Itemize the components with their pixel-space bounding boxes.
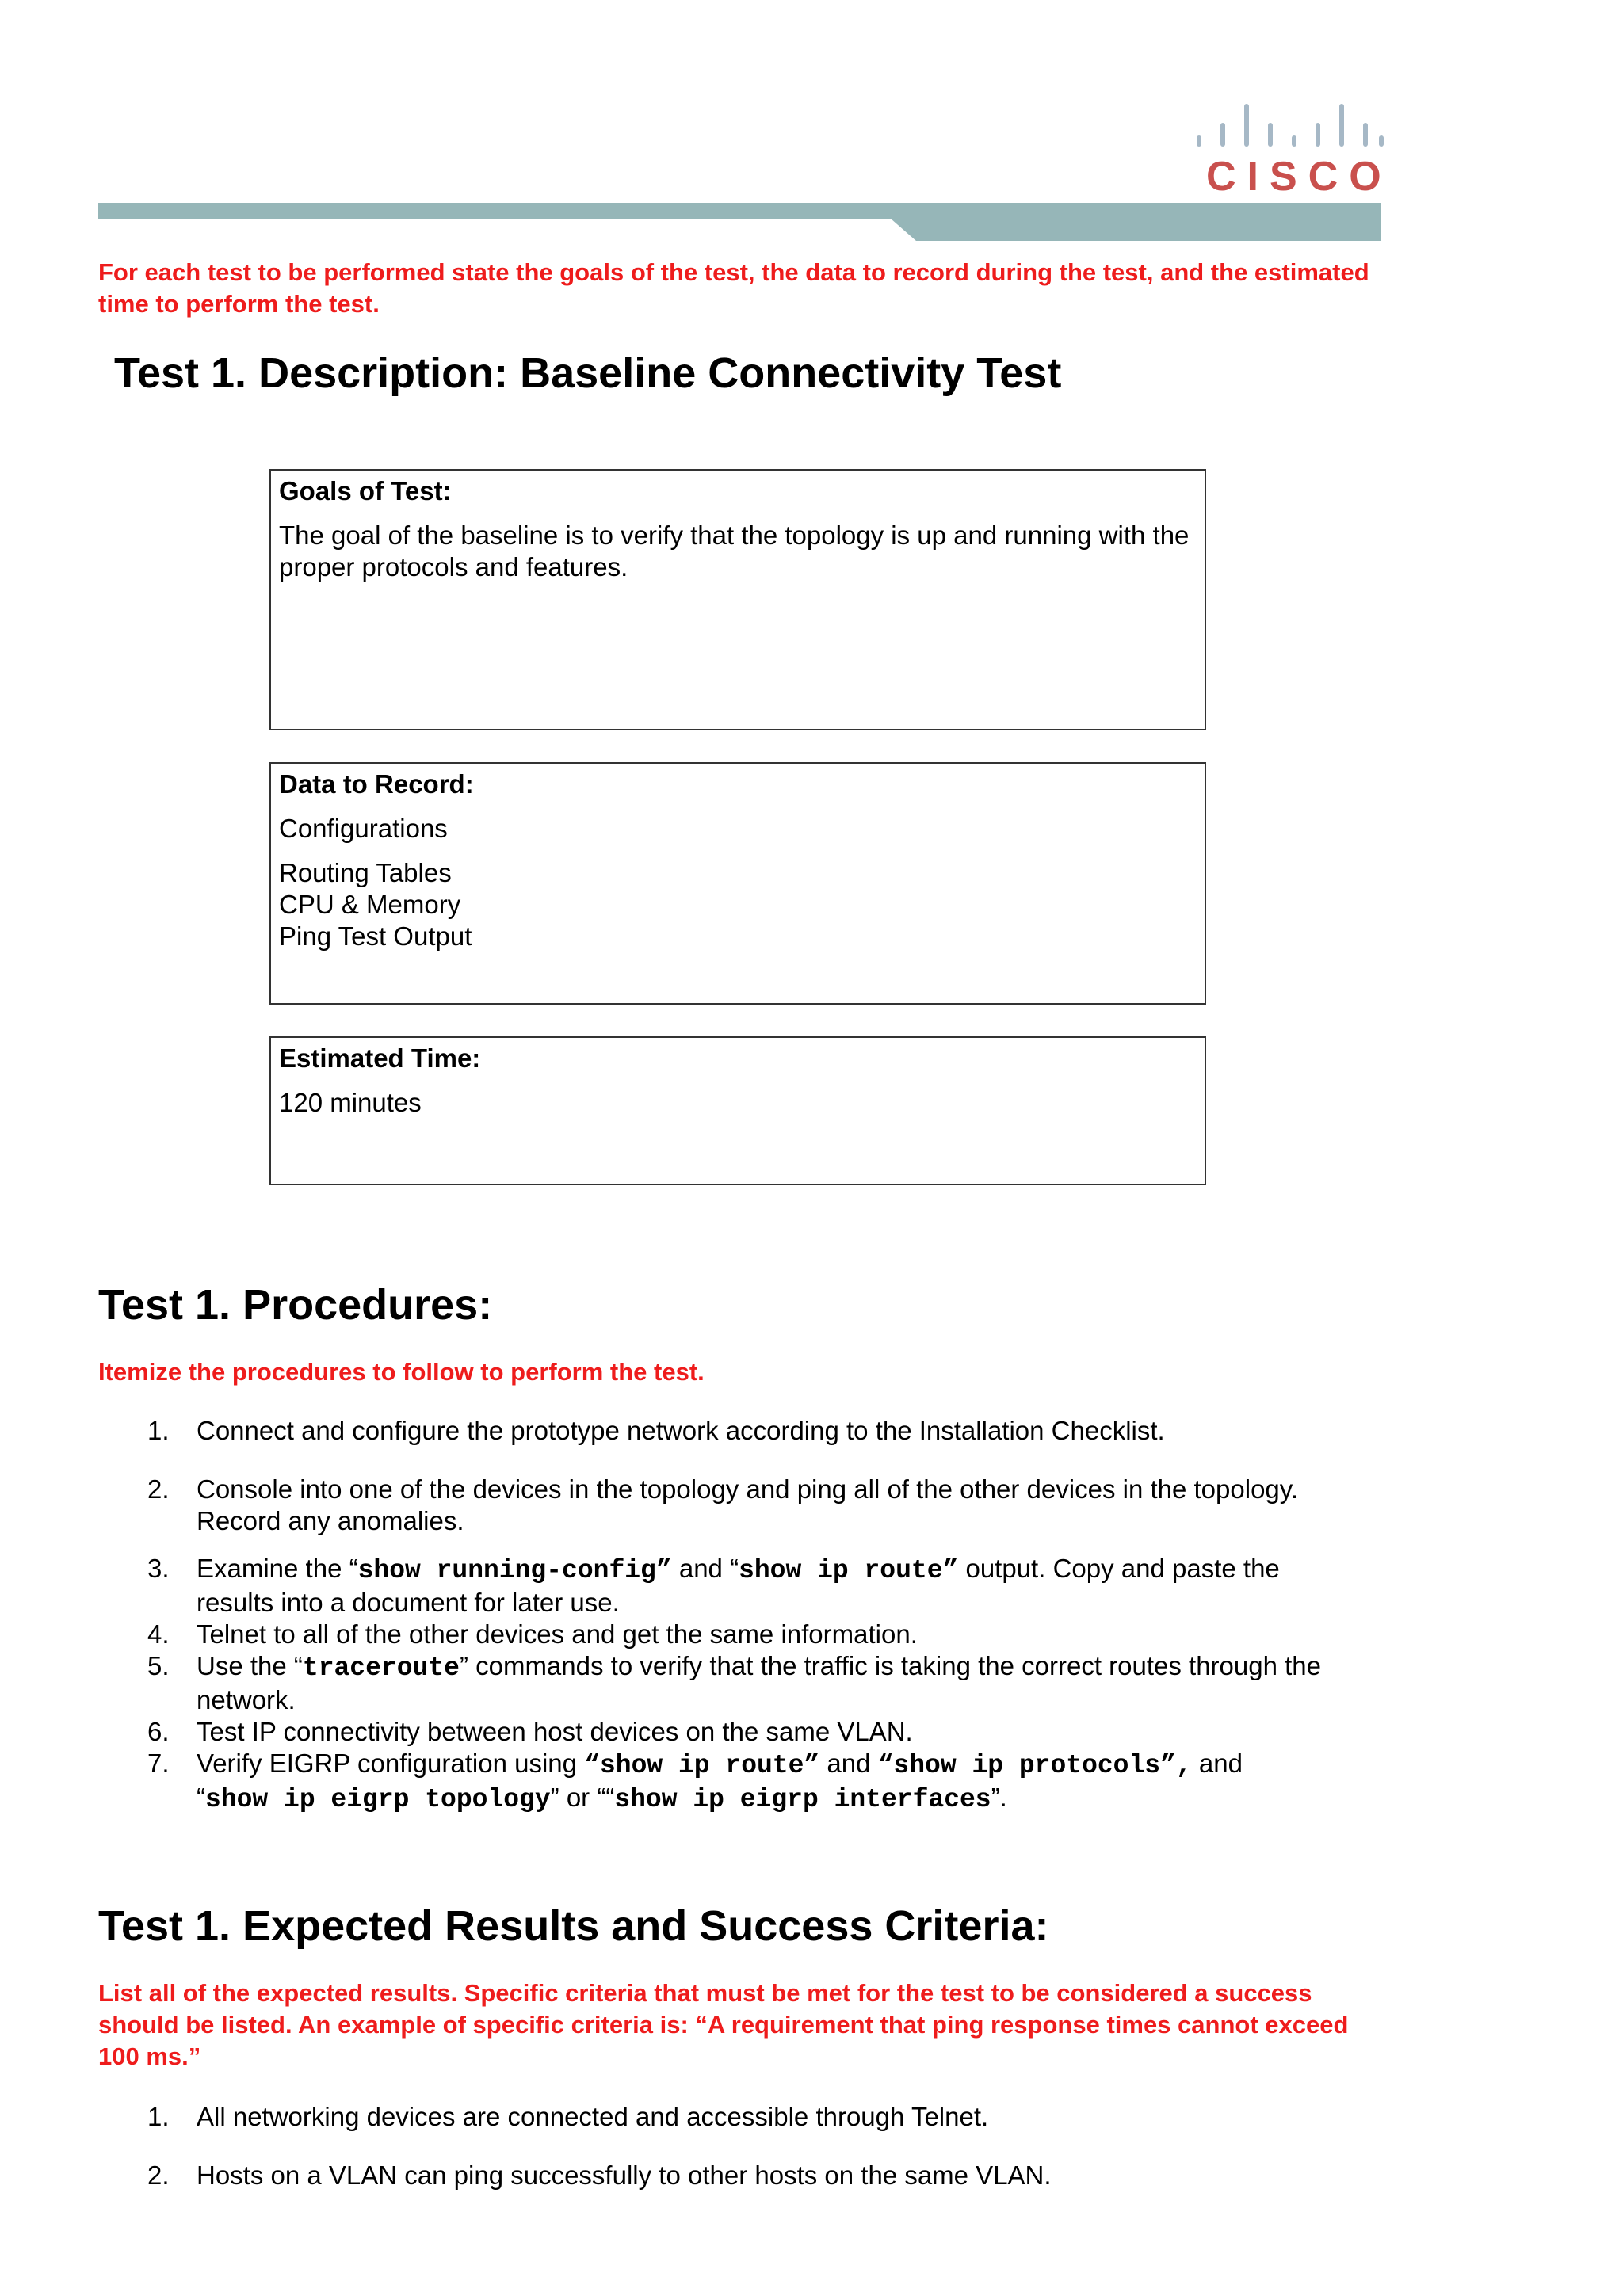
step-text: ” commands to verify that the traffic is taking the correct routes through the	[459, 1651, 1322, 1680]
procedure-step	[0, 1748, 1385, 1816]
step-number: 3.	[147, 1554, 170, 1583]
result-number: 1.	[147, 2102, 170, 2131]
step-text: Console into one of the devices in the topology and ping all of the other devices in the topology.	[197, 1474, 1298, 1504]
expected-results-list	[0, 2101, 1385, 2191]
result-item	[0, 2160, 1385, 2191]
command-text: show running-config”	[357, 1556, 672, 1585]
step-text: Use the “	[197, 1651, 303, 1680]
intro-note: For each test to be performed state the goals of the test, the data to record during the test, and the estimated time to perform the test.	[98, 258, 1369, 318]
step-text: and	[1191, 1749, 1243, 1778]
step-text: and	[819, 1749, 878, 1778]
step-number: 6.	[147, 1717, 170, 1746]
result-item	[0, 2101, 1385, 2133]
step-number: 4.	[147, 1619, 170, 1649]
step-number: 2.	[147, 1474, 170, 1504]
procedure-step	[0, 1650, 1385, 1716]
header-band	[98, 203, 1381, 241]
procedure-list	[0, 1415, 1385, 1816]
section-title-expected-results: Test 1. Expected Results and Success Criteria:	[98, 1902, 1049, 1950]
goals-heading: Goals of Test:	[279, 476, 452, 505]
procedure-step	[0, 1716, 1385, 1748]
step-number: 7.	[147, 1749, 170, 1778]
step-text: Examine the “	[197, 1554, 358, 1583]
step-text: Verify EIGRP configuration using	[197, 1749, 585, 1778]
step-text: and “	[671, 1554, 739, 1583]
step-text: Telnet to all of the other devices and get the same information.	[197, 1619, 918, 1649]
estimated-time-heading: Estimated Time:	[279, 1043, 481, 1073]
estimated-time-box	[269, 1036, 1206, 1185]
command-text: “show ip protocols”,	[877, 1751, 1192, 1780]
result-text: All networking devices are connected and accessible through Telnet.	[197, 2102, 989, 2131]
procedure-step	[0, 1553, 1385, 1619]
step-text: ”.	[991, 1783, 1007, 1812]
estimated-time-value: 120 minutes	[279, 1088, 422, 1117]
command-text: “show ip route”	[584, 1751, 820, 1780]
step-text: Record any anomalies.	[197, 1506, 464, 1535]
data-to-record-box	[269, 762, 1206, 1005]
procedures-note: Itemize the procedures to follow to perform the test.	[98, 1358, 705, 1386]
command-text: show ip eigrp interfaces	[614, 1785, 991, 1814]
cisco-logo	[1189, 91, 1392, 202]
result-text: Hosts on a VLAN can ping successfully to other hosts on the same VLAN.	[197, 2161, 1052, 2190]
cisco-wordmark: CISCO	[1206, 154, 1392, 200]
step-text: output. Copy and paste the	[958, 1554, 1280, 1583]
command-text: show ip route”	[739, 1556, 959, 1585]
goals-text: The goal of the baseline is to verify that the topology is up and running with the proper protocols and features.	[279, 521, 1190, 582]
step-number: 1.	[147, 1416, 170, 1445]
record-item: Configurations	[279, 814, 448, 843]
step-text: Test IP connectivity between host devices on the same VLAN.	[197, 1717, 913, 1746]
cisco-bars-icon	[1189, 91, 1383, 147]
command-text: traceroute	[302, 1653, 460, 1683]
record-item: Ping Test Output	[279, 921, 472, 951]
section-title-procedures: Test 1. Procedures:	[98, 1281, 493, 1329]
expected-results-note: List all of the expected results. Specific criteria that must be met for the test to be considered a success should be listed. An example of specific criteria is: “A requirement that ping response times cannot exceed 100 ms.”	[98, 1979, 1349, 2070]
step-text: ” or ““	[550, 1783, 615, 1812]
step-number: 5.	[147, 1651, 170, 1680]
data-to-record-heading: Data to Record:	[279, 769, 474, 799]
command-text: show ip eigrp topology	[205, 1785, 551, 1814]
procedure-step	[0, 1619, 1385, 1650]
section-title-description: Test 1. Description: Baseline Connectivity Test	[114, 349, 1062, 397]
step-text: Connect and configure the prototype network according to the Installation Checklist.	[197, 1416, 1165, 1445]
record-item: Routing Tables	[279, 858, 452, 887]
record-item: CPU & Memory	[279, 890, 461, 919]
step-text: network.	[197, 1685, 296, 1714]
procedure-step	[0, 1474, 1385, 1537]
goals-box	[269, 469, 1206, 730]
procedure-step	[0, 1415, 1385, 1447]
step-text: “	[197, 1783, 205, 1812]
result-number: 2.	[147, 2161, 170, 2190]
step-text: results into a document for later use.	[197, 1588, 620, 1617]
